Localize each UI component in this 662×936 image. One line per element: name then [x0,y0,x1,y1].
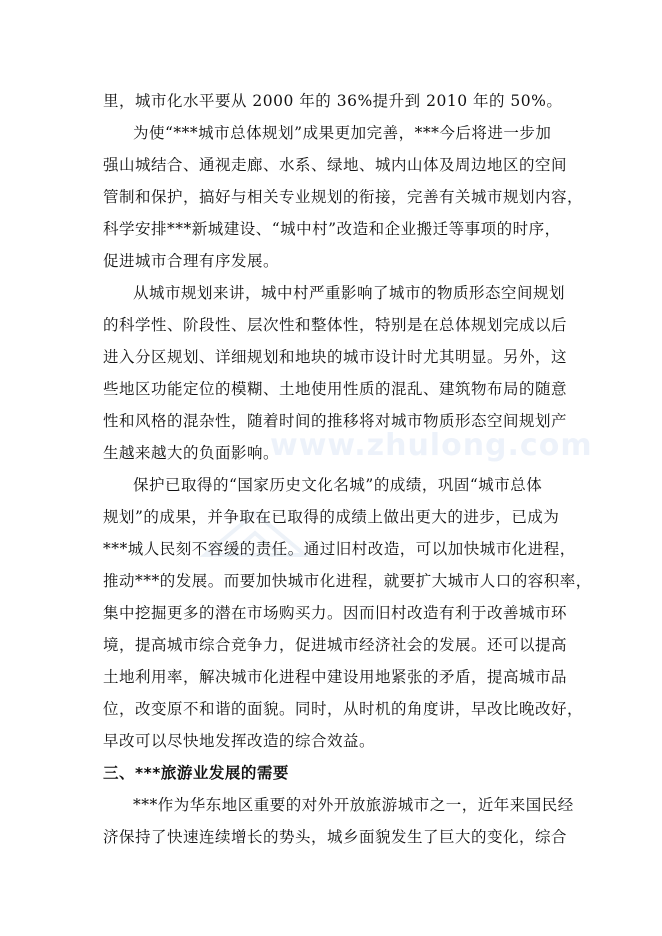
text-line: 生越来越大的负面影响。 [103,444,280,462]
text-line: 科学安排***新城建设、“城中村”改造和企业搬迁等事项的时序， [103,220,561,238]
text-line: 规划”的成果，并争取在已取得的成绩上做出更大的进步，已成为 [103,508,560,526]
paragraph-start-line: 为使“***城市总体规划”成果更加完善，***今后将进一步加 [133,124,552,142]
text-line: 促进城市合理有序发展。 [103,252,280,270]
text-line: 里，城市化水平要从 2000 年的 36%提升到 2010 年的 50%。 [103,92,563,110]
text-line: 进入分区规划、详细规划和地块的城市设计时尤其明显。另外，这 [103,348,568,366]
text-line: 的科学性、阶段性、层次性和整体性，特别是在总体规划完成以后 [103,316,568,334]
paragraph-start-line: 保护已取得的“国家历史文化名城”的成绩，巩固“城市总体 [133,476,543,494]
text-line: 集中挖掘更多的潜在市场购买力。因而旧村改造有利于改善城市环 [103,604,568,622]
text-line: 推动***的发展。而要加快城市化进程，就要扩大城市人口的容积率， [103,572,592,590]
text-line: 早改可以尽快地发挥改造的综合效益。 [103,732,376,750]
text-line: 境，提高城市综合竞争力，促进城市经济社会的发展。还可以提高 [103,636,568,654]
paragraph-start-line: 从城市规划来讲，城中村严重影响了城市的物质形态空间规划 [133,284,566,302]
paragraph-start-line: ***作为华东地区重要的对外开放旅游城市之一，近年来国民经 [133,796,574,814]
text-line: 些地区功能定位的模糊、土地使用性质的混乱、建筑物布局的随意 [103,380,568,398]
text-line: 土地利用率，解决城市化进程中建设用地紧张的矛盾，提高城市品 [103,668,568,686]
text-line: 性和风格的混杂性，随着时间的推移将对城市物质形态空间规划产 [103,412,568,430]
section-heading: 三、***旅游业发展的需要 [103,764,289,782]
text-line: 管制和保护，搞好与相关专业规划的衔接，完善有关城市规划内容， [103,188,584,206]
text-line: ***城人民刻不容缓的责任。通过旧村改造，可以加快城市化进程， [103,540,576,558]
watermark-text: www.zhulong.com [270,428,593,463]
text-line: 强山城结合、通视走廊、水系、绿地、城内山体及周边地区的空间 [103,156,568,174]
text-line: 济保持了快速连续增长的势头，城乡面貌发生了巨大的变化，综合 [103,828,568,846]
text-line: 位，改变原不和谐的面貌。同时，从时机的角度讲，早改比晚改好， [103,700,584,718]
